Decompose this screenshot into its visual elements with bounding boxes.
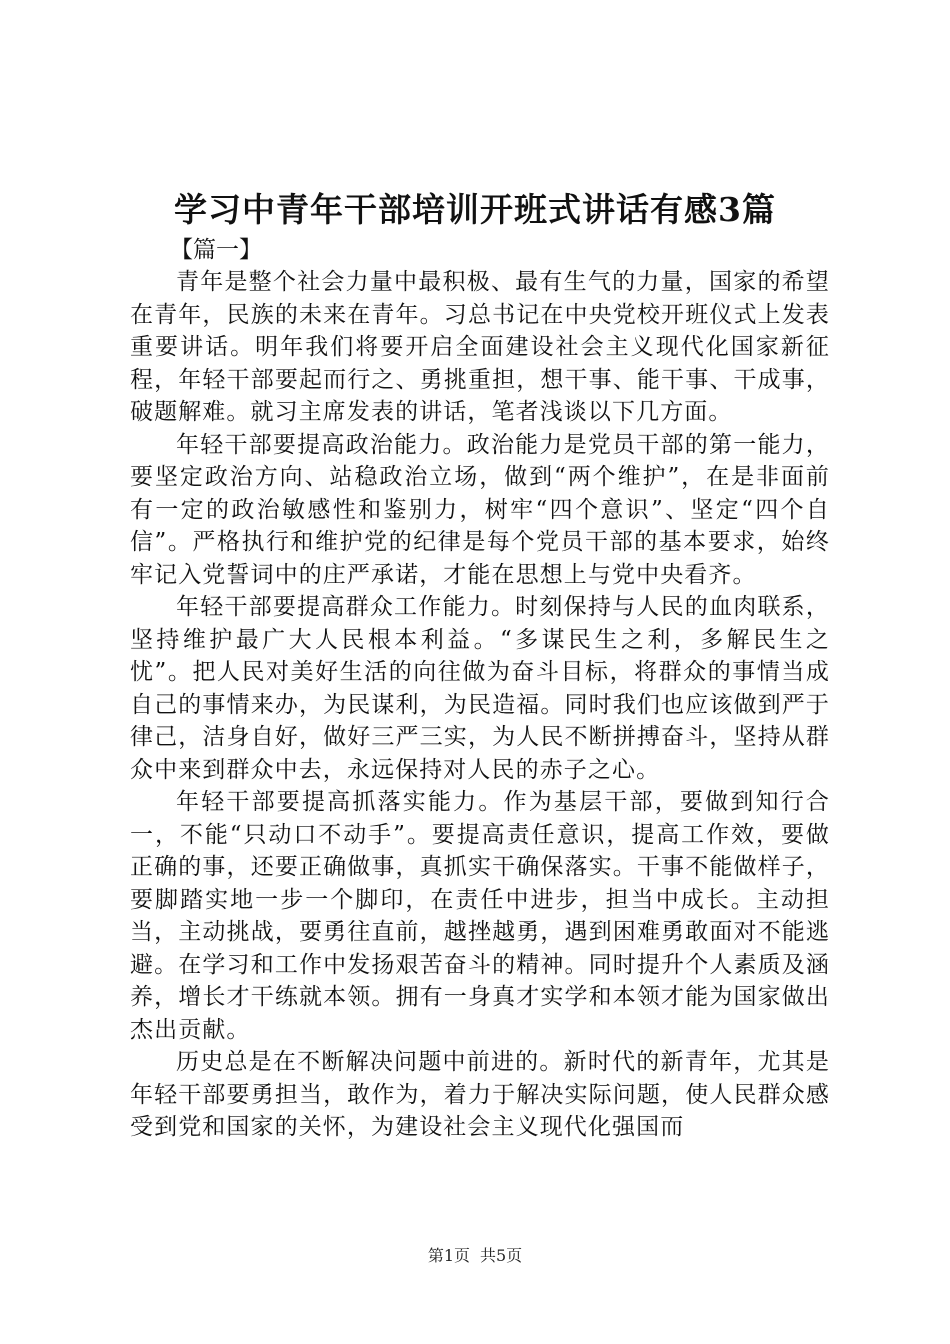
document-title: 学习中青年干部培训开班式讲话有感3篇 — [174, 190, 776, 229]
document-body — [130, 234, 830, 1144]
page-footer — [0, 1244, 950, 1268]
paragraph: 年轻干部要提高群众工作能力。时刻保持与人民的血肉联系，坚持维护最广大人民根本利益。“多谋民生之利，多解民生之忧”。把人民对美好生活的向往做为奋斗目标，将群众的事情当成自己的事情来办，为民谋利，为民造福。同时我们也应该做到严于律己，洁身自好，做好三严三实，为人民不断拼搏奋斗，坚持从群众中来到群众中去，永远保持对人民的赤子之心。 — [130, 594, 830, 783]
page-number: 第1页 — [427, 1246, 470, 1265]
paragraph: 历史总是在不断解决问题中前进的。新时代的新青年，尤其是年轻干部要勇担当，敢作为，着力于解决实际问题，使人民群众感受到党和国家的关怀，为建设社会主义现代化强国而 — [130, 1049, 830, 1140]
section-label: 【篇一】 — [170, 237, 262, 263]
paragraph: 年轻干部要提高政治能力。政治能力是党员干部的第一能力，要坚定政治方向、站稳政治立场，做到“两个维护”，在是非面前有一定的政治敏感性和鉴别力，树牢“四个意识”、坚定“四个自信”。严格执行和维护党的纪律是每个党员干部的基本要求，始终牢记入党誓词中的庄严承诺，才能在思想上与党中央看齐。 — [130, 431, 830, 588]
paragraph: 青年是整个社会力量中最积极、最有生气的力量，国家的希望在青年，民族的未来在青年。习总书记在中央党校开班仪式上发表重要讲话。明年我们将要开启全面建设社会主义现代化国家新征程，年轻干部要起而行之、勇挑重担，想干事、能干事、干成事，破题解难。就习主席发表的讲话，笔者浅谈以下几方面。 — [130, 269, 830, 425]
paragraph: 年轻干部要提高抓落实能力。作为基层干部，要做到知行合一，不能“只动口不动手”。要提高责任意识，提高工作效，要做正确的事，还要正确做事，真抓实干确保落实。干事不能做样子，要脚踏实地一步一个脚印，在责任中进步，担当中成长。主动担当，主动挑战，要勇往直前，越挫越勇，遇到困难勇敢面对不能逃避。在学习和工作中发扬艰苦奋斗的精神。同时提升个人素质及涵养，增长才干练就本领。拥有一身真才实学和本领才能为国家做出杰出贡献。 — [130, 789, 830, 1043]
page-total: 共5页 — [480, 1246, 523, 1265]
